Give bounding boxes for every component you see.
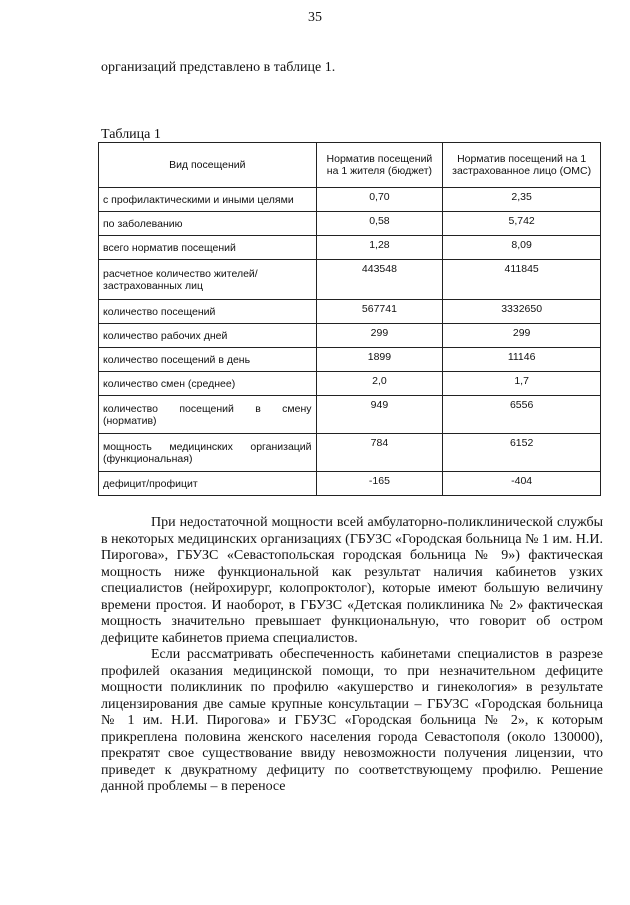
row-label: количество посещений xyxy=(99,300,317,324)
row-oms-value: 8,09 xyxy=(443,236,601,260)
row-label: с профилактическими и иными целями xyxy=(99,188,317,212)
row-budget-value: 0,70 xyxy=(316,188,443,212)
paragraph: Если рассматривать обеспеченность кабинетами специалистов в разрезе профилей оказания медицинской помощи, то при незначительном дефиците мощности поликлиник по профилю «акушерство и гинекология» в результате лицензирования две самые крупные консультации – ГБУЗС «Городская больница № 1 им. Н.И. Пирогова» и ГБУЗС «Городская больница № 2», к которым прикреплена половина женского населения города Севастополя (около 130000), прекратят свое существование ввиду невозможности получения лицензии, что приведет к двукратному дефициту по соответствующему профилю. Решение данной проблемы – в переносе xyxy=(101,647,603,794)
header-budget-norm: Норматив посещений на 1 жителя (бюджет) xyxy=(316,143,443,188)
row-budget-value: 567741 xyxy=(316,300,443,324)
table-header-row xyxy=(99,143,601,188)
header-visit-type: Вид посещений xyxy=(99,143,317,188)
table-row xyxy=(99,212,601,236)
row-oms-value: 2,35 xyxy=(443,188,601,212)
row-oms-value: 411845 xyxy=(443,260,601,300)
row-oms-value: 11146 xyxy=(443,348,601,372)
table-row xyxy=(99,236,601,260)
header-oms-norm: Норматив посещений на 1 застрахованное лицо (ОМС) xyxy=(443,143,601,188)
row-budget-value: 0,58 xyxy=(316,212,443,236)
table-row xyxy=(99,396,601,434)
paragraph: При недостаточной мощности всей амбулаторно-поликлинической службы в некоторых медицинских организациях (ГБУЗС «Городская больница № 1 им. Н.И. Пирогова», ГБУЗС «Севастопольская городская больница № 9») фактическая мощность ниже функциональной как результат наличия кабинетов узких специалистов (нейрохирург, колопроктолог), которые имеют большую величину времени простоя. И наоборот, в ГБУЗС «Детская поликлиника № 2» фактическая мощность значительно превышает функциональную, что говорит об остром дефиците кабинетов приема специалистов. xyxy=(101,515,604,646)
row-label: количество рабочих дней xyxy=(99,324,317,348)
intro-text: организаций представлено в таблице 1. xyxy=(101,60,336,75)
row-budget-value: 2,0 xyxy=(316,372,443,396)
row-label: количество смен (среднее) xyxy=(99,372,317,396)
table-row xyxy=(99,472,601,496)
row-budget-value: 443548 xyxy=(316,260,443,300)
row-label: количество посещений в день xyxy=(99,348,317,372)
row-budget-value: 299 xyxy=(316,324,443,348)
row-oms-value: 6556 xyxy=(443,396,601,434)
table-caption: Таблица 1 xyxy=(101,127,161,142)
row-budget-value: 949 xyxy=(316,396,443,434)
table-row xyxy=(99,188,601,212)
row-label: расчетное количество жителей/застрахованных лиц xyxy=(99,260,317,300)
row-budget-value: 1,28 xyxy=(316,236,443,260)
row-oms-value: 5,742 xyxy=(443,212,601,236)
row-budget-value: 1899 xyxy=(316,348,443,372)
row-label: по заболеванию xyxy=(99,212,317,236)
visits-norm-table xyxy=(98,142,601,496)
row-oms-value: 1,7 xyxy=(443,372,601,396)
row-budget-value: 784 xyxy=(316,434,443,472)
row-label: количество посещений в смену (норматив) xyxy=(99,396,317,434)
row-label: всего норматив посещений xyxy=(99,236,317,260)
row-budget-value: -165 xyxy=(316,472,443,496)
table-row xyxy=(99,260,601,300)
page-number: 35 xyxy=(308,10,322,25)
row-oms-value: 299 xyxy=(443,324,601,348)
table-row xyxy=(99,372,601,396)
table-row xyxy=(99,434,601,472)
row-oms-value: 6152 xyxy=(443,434,601,472)
row-label: дефицит/профицит xyxy=(99,472,317,496)
table-row xyxy=(99,348,601,372)
row-oms-value: 3332650 xyxy=(443,300,601,324)
row-label: мощность медицинских организаций (функциональная) xyxy=(99,434,317,472)
table-row xyxy=(99,300,601,324)
row-oms-value: -404 xyxy=(443,472,601,496)
body-text xyxy=(101,515,603,796)
table-row xyxy=(99,324,601,348)
